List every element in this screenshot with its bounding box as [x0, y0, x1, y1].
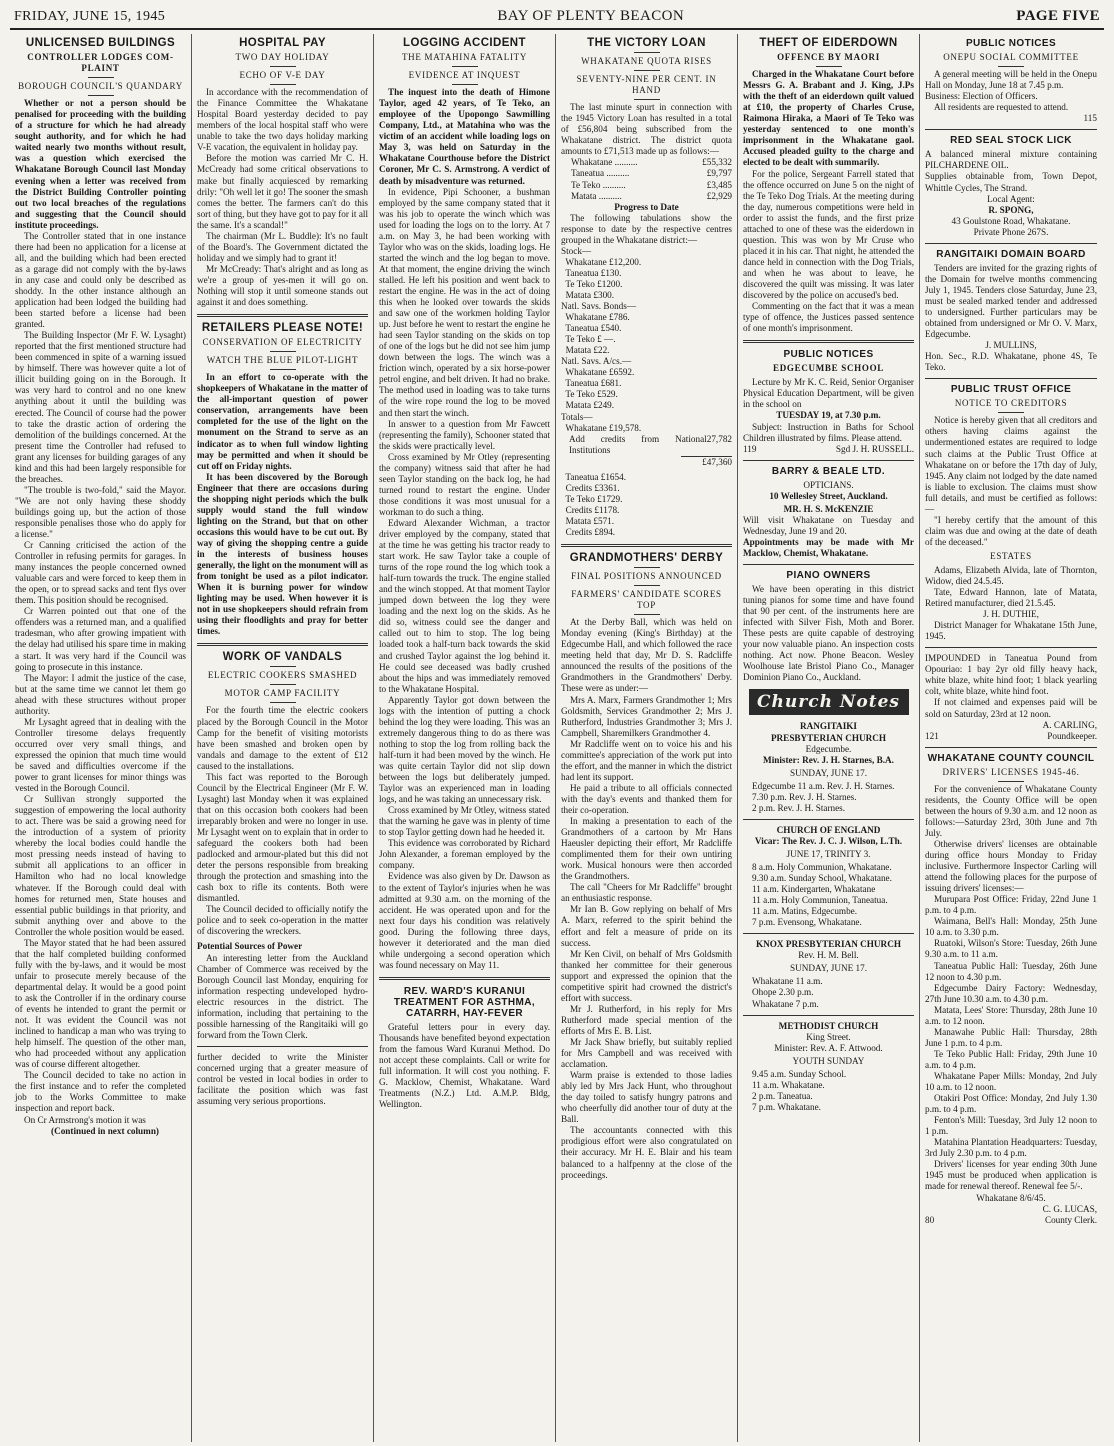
divider	[88, 77, 114, 78]
subheading: NOTICE TO CREDITORS	[954, 398, 1068, 409]
loan-line: Credits £3361.	[561, 482, 620, 493]
church-minister: Minister: Rev. A. F. Attwood.	[774, 1042, 883, 1053]
signature-row: 80 County Clerk.	[925, 1214, 1097, 1225]
loan-line: Credits £894.	[561, 526, 616, 537]
column-1	[10, 34, 192, 1442]
paragraph: For the police, Sergeant Farrell stated that the offence occurred on June 5 on the night of the Te Teko Dog Trials. At the meeting during the day, numerous competitions were held in order to assist the funds, and the first prize attached to one of these was the eiderdown in question. This was won by Mr Cruse who placed it in his car. That night, he attended the dance held in connection with the Dog Trials, and when he was about to leave, he discovered the quilt was missing. It was later discovered by the police on accused's bed.	[743, 168, 914, 301]
paragraph: 43 Goulstone Road, Whakatane.	[951, 215, 1071, 226]
paragraph: Before the motion was carried Mr C. H. McCready had some critical observations to make but finally acquiesced by remarking drily: "Oh well let it go! The sooner the smash comes the better. The farmers can't do this sort of thing, but they have got to pay for it all the same. It's a scandal!"	[197, 153, 368, 230]
divider	[743, 564, 914, 565]
church-address: King Street.	[806, 1031, 851, 1042]
service-time: 2 p.m. Taneatua.	[752, 1090, 813, 1101]
paragraph: Mr Ian B. Gow replying on behalf of Mrs A. Marx, referred to the spirit behind the effort and felt a measure of pride on its success.	[561, 904, 732, 948]
subheading: ECHO OF V-E DAY	[239, 70, 326, 81]
subheading: THE MATAHINA FATALITY	[401, 52, 528, 63]
paragraph: Edward Alexander Wichman, a tractor driver employed by the company, stated that at the time he was getting his tractor ready to start work. He saw Taylor take a couple of turns of the rope round the log which took a half-turn towards the truck. The engine stalled and the winch stopped. At that moment Taylor jumped down between the log they were loading and the next log on the skids. As he did so, witness could see the danger and called out to him to stop. The log being loaded took a half-turn back towards the skid and crushed Taylor against the log behind it. He could see deceased was badly crushed about the hips and was immediately removed to the Whakatane Hospital.	[379, 517, 550, 694]
loan-breakdown	[561, 246, 732, 434]
subheading: BOROUGH COUNCIL'S QUANDARY	[18, 81, 183, 92]
church-heading: RANGITAIKI	[799, 721, 857, 732]
church-day: SUNDAY, JUNE 17.	[789, 767, 868, 778]
paragraph: Mr Ken Civil, on behalf of Mrs Goldsmith thanked her committee for their generous support and expressed the opinion that the competitive spirit had crowned the district's effort with success.	[561, 948, 732, 1003]
schedule-item: Taneatua Public Hall: Tuesday, 26th June 12 noon to 4.30 p.m.	[925, 960, 1097, 982]
divider	[634, 52, 660, 53]
issue-date: FRIDAY, JUNE 15, 1945	[14, 8, 166, 24]
service-time: 9.30 a.m. Sunday School, Whakatane.	[752, 873, 892, 884]
subheading: TWO DAY HOLIDAY	[235, 52, 330, 63]
paragraph: Tate, Edward Hannon, late of Matata, Retired manufacturer, died 21.5.45.	[925, 587, 1097, 609]
paragraph: The chairman (Mr L. Buddle): It's no fault of the Board's. The Government dictated the holiday and we simply had to grant it!	[197, 230, 368, 263]
ad-line: Appointments may be made with Mr Macklow, Chemist, Whakatane.	[743, 536, 914, 558]
paragraph: Mr Lysaght agreed that in dealing with the Controller tiresome delays frequently occurred over very small things, and expressed the opinion that much time would be saved and difficulties overcome if the power to grant licenses for minor things was vested in the Borough Council.	[15, 716, 186, 794]
loan-line: Credits £1178.	[561, 504, 620, 515]
paragraph: A balanced mineral mixture containing PILCHARDENE OIL.	[925, 149, 1097, 171]
column-2	[192, 34, 374, 1442]
paragraph: In making a presentation to each of the Grandmothers of a cartoon by Mr Hans Haeusler depicting their effort, Mr Radcliffe complimented them for their own untiring work. Musical honours were then accorded the Grandmothers.	[561, 816, 732, 882]
paragraph: The Controller stated that in one instance there had been no application for a license at all, and the building which had been erected as a garage did not comply with the by-laws in any case and could only be described as shoddy. In the other instance although an application had been lodged the building had been started before a license had been granted.	[15, 230, 186, 330]
church-location: Edgecumbe.	[805, 743, 852, 754]
divider	[743, 1015, 914, 1016]
signature: J. MULLINS,	[985, 340, 1037, 351]
column-5	[738, 34, 920, 1442]
loan-line: Te Teko £1729.	[561, 493, 623, 504]
column-3	[374, 34, 556, 1442]
paragraph: Hon. Sec., R.D. Whakatane, phone 4S, Te Teko.	[925, 351, 1097, 373]
headline-grandmothers-derby: GRANDMOTHERS' DERBY	[569, 552, 724, 565]
schedule-item: Edgecumbe Dairy Factory: Wednesday, 27th June 10.30 a.m. to 4.30 p.m.	[925, 982, 1097, 1004]
divider	[270, 84, 296, 85]
paragraph: Mr Radcliffe went on to voice his and his committee's appreciation of the work put into the effort, and the manner in which the district had lent its support.	[561, 738, 732, 782]
paragraph: The Council decided to take no action in the first instance and to refer the completed job to the Works Committee to make inspection and report back.	[15, 1070, 186, 1114]
church-day: YOUTH SUNDAY	[792, 1055, 865, 1066]
ad-line: OPTICIANS.	[803, 479, 854, 490]
paragraph: The Council decided to officially notify the police and to seek co-operation in the matter of discovering the wreckers.	[197, 904, 368, 937]
loan-credits	[561, 472, 732, 538]
paragraph: Private Phone 267S.	[973, 226, 1049, 237]
subheading: WHAKATANE QUOTA RISES	[581, 56, 712, 67]
loan-line: Stock—	[561, 245, 592, 256]
divider	[270, 702, 296, 703]
loan-line: Whakatane £12,200.	[561, 256, 642, 267]
divider	[452, 84, 478, 85]
ad-heading-barry-beale: BARRY & BEALE LTD.	[771, 465, 886, 477]
paragraph: District Manager for Whakatane 15th June, 1945.	[925, 620, 1097, 642]
paragraph: IMPOUNDED in Taneatua Pound from Opouriao: 1 bay 2yr old filly heavy hack, white blaze, white hind foot; 1 black yearling colt, white blaze, white hind foot.	[925, 653, 1097, 697]
schedule-item: Ruatoki, Wilson's Store: Tuesday, 26th June 9.30 a.m. to 11 a.m.	[925, 938, 1097, 960]
subheading: ONEPU SOCIAL COMMITTEE	[943, 52, 1079, 63]
paragraph: A general meeting will be held in the Onepu Hall on Monday, June 18 at 7.45 p.m.	[925, 69, 1097, 91]
divider	[197, 314, 368, 317]
paragraph: The call "Cheers for Mr Radcliffe" brought an enthusiastic response.	[561, 882, 732, 904]
divider	[816, 66, 842, 67]
loan-line: Matata £300.	[561, 289, 615, 300]
signature: J. H. DUTHIE,	[983, 609, 1039, 620]
loan-line: Matata £249.	[561, 400, 615, 411]
loan-line: Whakatane £19,578.	[561, 422, 642, 433]
paragraph: further decided to write the Minister concerned urging that a greater measure of control be vested in local bodies in order to facilitate the position which was fast assuming very serious proportions.	[197, 1051, 368, 1107]
paragraph: The last minute spurt in connection with the 1945 Victory Loan has resulted in a total of £56,804 being subscribed from the Whakatane district. The district quota amounts to £71,513 made up as follows:—	[561, 102, 732, 157]
paragraph: Cross examined by Mr Otley, witness stated that the warning he gave was in plenty of time to stop Taylor getting down had he heeded it.	[379, 805, 550, 838]
loan-line: Natl. Savs. A/cs.—	[561, 356, 632, 367]
paragraph: Cr Warren pointed out that one of the offenders was a returned man, and a qualified tradesman, who after growing impatient with the delay had utilised his spare time in making a start. It was very hard if the Council was going to prosecute in this instance.	[15, 606, 186, 672]
quota-table	[561, 157, 732, 201]
subheading: CONSERVATION OF ELECTRICITY	[202, 337, 363, 348]
ad-headline-kuranui: REV. WARD'S KURANUI TREATMENT FOR ASTHMA, CATARRH, HAY-FEVER	[393, 985, 536, 1019]
paragraph: "The trouble is two-fold," said the Mayor. "We are not only having these shoddy buildings going up, but the action of those responsible penalises those who do apply for a license."	[15, 484, 186, 540]
divider	[634, 614, 660, 615]
divider	[743, 460, 914, 461]
paragraph: Supplies obtainable from, Town Depot, Whittle Cycles, The Strand.	[925, 171, 1097, 193]
notice-heading: WHAKATANE COUNTY COUNCIL	[927, 752, 1095, 764]
paragraph: This evidence was corroborated by Richard John Alexander, a foreman employed by the company.	[379, 838, 550, 871]
divider	[743, 819, 914, 820]
lead-paragraph: The inquest into the death of Himone Taylor, aged 42 years, of Te Teko, an employee of the Upopongo Sawmilling Company, Ltd., at Matahina who was the victim of an accident while loading logs on May 3, was held on Saturday in the Whakatane Courthouse before the District Coroner, Mr C. S. Armstrong. A verdict of death by misadventure was returned.	[379, 87, 550, 186]
schedule-item: Matahina Plantation Headquarters: Tuesday, 3rd July 2.30 p.m. to 4 p.m.	[925, 1137, 1097, 1159]
subheading: Potential Sources of Power	[197, 941, 303, 952]
service-time: 11 a.m. Matins, Edgecumbe.	[752, 906, 858, 917]
paragraph: All residents are requested to attend.	[934, 102, 1069, 113]
subheading: CONTROLLER LODGES COM-PLAINT	[27, 52, 174, 74]
divider	[634, 70, 660, 71]
subheading: EDGECUMBE SCHOOL	[773, 363, 884, 374]
ad-text: We have been operating in this district tuning pianos for some time and have found that 90 per cent. of the instruments here are infected with Silver Fish, Moth and Borer. These pests are quite capable of destroying your now valuable piano. An inspection costs nothing. Act now. Phone Beacon. Wesley Woolhouse late Bristol Piano Co., Manager Dominion Piano Co., Auckland.	[743, 584, 914, 683]
divider	[88, 95, 114, 96]
divider	[998, 412, 1024, 413]
paragraph: Cr Canning criticised the action of the Controller in refusing permits for garages. In many instances the people concerned owned valuable cars and were forced to keep them in the open, or to spread sacks and tent flys over them. This position should be recognised.	[15, 540, 186, 606]
paragraph: Adams, Elizabeth Alvida, late of Thornton, Widow, died 24.5.45.	[925, 564, 1097, 587]
church-minister: Vicar: The Rev. J. C. J. Wilson, L.Th.	[754, 835, 903, 846]
ad-heading-piano: PIANO OWNERS	[786, 570, 871, 582]
service-time: 9.45 a.m. Sunday School.	[752, 1068, 847, 1079]
loan-line: Matata £571.	[561, 515, 615, 526]
paragraph: Mrs A. Marx, Farmers Grandmother 1; Mrs Goldsmith, Services Grandmother 2; Mrs J. Rutherford, Industries Grandmother 3; Mrs J. Campbell, Sharemilkers Grandmother 4.	[561, 694, 732, 738]
paragraph: Notice is hereby given that all creditors and others having claims against the undermentioned estates are required to lodge such claims at the Public Trust Office at Whakatane on or before the 17th day of July, 1945. Any claim not lodged by the date named is liable to exclusion. The claims must show full details, and must be certified as follows:—	[925, 415, 1097, 514]
paragraph: Evidence was also given by Dr. Dawson as to the extent of Taylor's injuries when he was admitted at 9.30 a.m. on the morning of the accident. He was operated upon and for the next four days his condition was relatively good. During the following three days, however it deteriorated and the man died while undergoing a second operation which was found necessary on May 11.	[379, 871, 550, 970]
headline-theft-eiderdown: THEFT OF EIDERDOWN	[759, 37, 898, 49]
divider	[743, 340, 914, 343]
church-heading: KNOX PRESBYTERIAN CHURCH	[756, 939, 901, 950]
continued-note: (Continued in next column)	[51, 1125, 159, 1136]
church-minister: Rev. H. M. Bell.	[798, 950, 859, 961]
headline-retailers: RETAILERS PLEASE NOTE!	[201, 322, 364, 335]
divider	[634, 99, 660, 100]
schedule-item: Manawahe Public Hall: Thursday, 28th June 1 p.m. to 4 p.m.	[925, 1026, 1097, 1048]
page-number: PAGE FIVE	[1016, 8, 1100, 24]
loan-line: Taneatua £681.	[561, 378, 622, 389]
service-time: 8 a.m. Holy Communion, Whakatane.	[752, 862, 892, 872]
paragraph: Commenting on the fact that it was a mean type of offence, the Justices passed sentence of one month's imprisonment.	[743, 301, 914, 334]
divider	[197, 643, 368, 646]
loan-line: Taneatua £130.	[561, 267, 622, 278]
loan-line: Matata £22.	[561, 345, 610, 356]
lead-paragraph: Charged in the Whakatane Court before Messrs G. A. Brabant and J. King, J.Ps with the theft of an eiderdown quilt valued at £10, the property of Charles Cruse, Raimona Hiraka, a Maori of Te Teko was yesterday sentenced to one month's imprisonment in the Whakatane gaol. Accused pleaded guilty to the charge and elected to be dealt with summarily.	[743, 69, 914, 168]
schedule-item: Otakiri Post Office: Monday, 2nd July 1.30 p.m. to 4 p.m.	[925, 1093, 1097, 1115]
church-day: JUNE 17, TRINITY 3.	[786, 848, 871, 859]
paragraph: An interesting letter from the Auckland Chamber of Commerce was received by the Borough Council last Monday, enquiring for information respecting undeveloped hydro-electric resources in the district. The information, including that pertaining to the possible harnessing of the Rangitaiki will go forward from the Town Clerk.	[197, 952, 368, 1040]
divider	[998, 781, 1024, 782]
divider	[561, 544, 732, 547]
church-minister: Minister: Rev. J. H. Starnes, B.A.	[763, 754, 894, 765]
divider	[270, 684, 296, 685]
divider	[925, 747, 1097, 748]
subheading: SEVENTY-NINE PER CENT. IN HAND	[576, 74, 717, 96]
loan-line: Totals—	[561, 411, 593, 422]
paragraph: If not claimed and expenses paid will be sold on Saturday, 23rd at 12 noon.	[925, 697, 1097, 719]
ad-line: MR. H. S. McKENZIE	[783, 503, 874, 514]
notice-signature: 119 Sgd J. H. RUSSELL.	[743, 443, 914, 454]
subheading: WATCH THE BLUE PILOT-LIGHT	[206, 355, 359, 366]
service-time: Whakatane 11 a.m.	[752, 976, 823, 987]
loan-line: Te Teko £1200.	[561, 278, 623, 289]
service-time: Ohope 2.30 p.m.	[752, 987, 814, 998]
headline-logging-accident: LOGGING ACCIDENT	[403, 37, 526, 49]
loan-line: Natl. Savs. Bonds—	[561, 301, 637, 312]
subheading: EVIDENCE AT INQUEST	[408, 70, 521, 81]
paragraph: In answer to a question from Mr Fawcett (representing the family), Schooner stated that the skids were practically level.	[379, 418, 550, 451]
paragraph: Tenders are invited for the grazing rights of the Domain for twelve months commencing July 1, 1945. Tenders close Saturday, June 23, must be sealed marked tender and addressed to undersigned. Further particulars may be obtained from undersigned or Mr O. V. Marx, Edgecumbe.	[925, 262, 1097, 340]
headline-hospital-pay: HOSPITAL PAY	[239, 37, 326, 49]
subheading: FARMERS' CANDIDATE SCORES TOP	[571, 589, 722, 611]
quota-row: Matata .......... £2,929	[571, 190, 732, 201]
divider	[925, 129, 1097, 130]
paragraph: "I hereby certify that the amount of this claim was due and owing at the date of death of the deceased."	[925, 514, 1097, 547]
schedule-item: Murupara Post Office: Friday, 22nd June 1 p.m. to 4 p.m.	[925, 894, 1097, 916]
subheading: ESTATES	[990, 550, 1032, 561]
service-time: Edgecumbe 11 a.m. Rev. J. H. Starnes.	[752, 780, 895, 791]
quota-row: Taneatua .......... £9,797	[571, 168, 732, 179]
divider	[634, 585, 660, 586]
paragraph: In evidence, Pipi Schooner, a bushman employed by the same company stated that it was his job to operate the winch which was used for loading the logs on to the lorry. At 7 a.m. on May 3, he had been working with Taylor who was on the skids, loading logs. He started the winch and the log began to move. At that moment, the engine driving the winch stalled. He left his position and went back to restart the engine. He was in the act of doing this when he looked over towards the skids and saw one of the workmen holding Taylor up. Just before he went to restart the engine he had seen Taylor standing on the skids on top of one of the logs but he did not see him jump down between the logs. The winch was a friction winch, operated by a six horse-power petrol engine, and belt driven. It had no brake. The method used in loading was to take turns of the wire rope round the log to be moved and then start the winch.	[379, 186, 550, 418]
ad-line: 10 Wellesley Street, Auckland.	[769, 490, 888, 501]
paragraph: Mr Jack Shaw briefly, but suitably replied for Mrs Campbell and was received with acclamation.	[561, 1036, 732, 1070]
church-heading: METHODIST CHURCH	[778, 1020, 879, 1031]
paragraph: For the fourth time the electric cookers placed by the Borough Council in the Motor Camp for the benefit of visiting motorists have been smashed and broken open by vandals and damage to the extent of £12 caused to the installations.	[197, 705, 368, 771]
schedule-item: Fenton's Mill: Tuesday, 3rd July 12 noon to 1 p.m.	[925, 1115, 1097, 1137]
paragraph: Lecture by Mr K. C. Reid, Senior Organiser Physical Education Department, will be given in the school on	[743, 377, 914, 410]
paragraph: The Mayor: I admit the justice of the case, but at the same time we cannot let them go ahead with these structures without proper authority.	[15, 672, 186, 716]
ad-line: Will visit Whakatane on Tuesday and Wednesday, June 19 and 20.	[743, 514, 914, 536]
headline-vandals: WORK OF VANDALS	[222, 651, 343, 664]
service-time: 2 p.m. Rev. J. H. Starnes.	[752, 802, 846, 813]
schedule-item: Matata, Lees' Store: Thursday, 28th June 10 a.m. to 12 noon.	[925, 1004, 1097, 1026]
paragraph: On Cr Armstrong's motion it was	[24, 1114, 146, 1125]
lead-paragraph: Whether or not a person should be penalised for proceeding with the building of a structure for which he had already sought authority, and for which he had waited nearly two months without result, was a question which exercised the Whakatane Borough Council last Monday evening when a letter was received from the District Building Controller pointing out two local breaches of the regulations and suggesting that the Council should institute proceedings.	[15, 98, 186, 230]
paragraph: Cr Sullivan strongly supported the suggestion of empowering the local authority to act. There was be said a growing need for the introduction of a system of priority whereby the local bodies could handle the most pressing needs instead of having to submit all applications to an officer in Hamilton who had no local knowledge whatever. If the Borough could deal with homes for returned men, State houses and essential public buildings in that priority, and submit anything over and above to the Controller the whole position would be eased.	[15, 794, 186, 937]
column-6	[920, 34, 1102, 1442]
lead-paragraph: In an effort to co-operate with the shopkeepers of Whakatane in the matter of the all-important question of power conservation, arrangements have been completed for the use of the light on the monument on the Strand to serve as an indicator as to when full window lighting may be permitted and when it should be cut off on Friday nights.	[197, 372, 368, 471]
notice-date: TUESDAY 19, at 7.30 p.m.	[776, 410, 881, 421]
loan-line: Te Teko £ —.	[561, 334, 616, 345]
paragraph: The Building Inspector (Mr F. W. Lysaght) reported that the first mentioned structure had been commenced in spite of a warning issued by himself. There was however quite a lot of illicit building going on in the Borough. It was very hard to control and no one knew anything about it until the building was erected. The Council of course had the power to take the drastic action of ordering the demolition of the buildings concerned. At the present time the Controller had refused to grant any licenses for building garages of any kind and this had been largely responsible for the breaches.	[15, 330, 186, 484]
divider	[270, 369, 296, 370]
paragraph: Warm praise is extended to those ladies ably led by Mrs Jack Hunt, who throughout the day toiled to satisfy hungry patrons and who cheerfully did another tour of duty at the Ball.	[561, 1070, 732, 1125]
schedule-item: Waimana, Bell's Hall: Monday, 25th June 10 a.m. to 3.30 p.m.	[925, 916, 1097, 938]
divider	[270, 66, 296, 67]
paragraph: Mr McCready: That's alright and as long as we're a group of yes-men it will go on. Nothing will stop it until someone stands out against it and does something.	[197, 263, 368, 308]
paragraph: Otherwise drivers' licenses are obtainable during office hours Monday to Friday inclusive. Furthermore Inspector Carling will attend the following places for the purpose of issuing drivers' licenses:—	[925, 839, 1097, 894]
service-time: 11 a.m. Kindergarten, Whakatane	[752, 884, 876, 895]
headline-victory-loan: THE VICTORY LOAN	[587, 37, 706, 49]
service-time: 7 p.m. Whakatane.	[752, 1101, 821, 1112]
divider	[197, 1046, 368, 1047]
loan-line: Whakatane £6592.	[561, 367, 635, 378]
subheading: MOTOR CAMP FACILITY	[224, 688, 341, 699]
paragraph: For the convenience of Whakatane County residents, the County Office will be open between the hours of 9.30 a.m. and 12 noon as follows:—Saturday 23rd, 30th June and 7th July.	[925, 783, 1097, 838]
church-notes-logo: Church Notes	[749, 689, 909, 715]
headline-unlicensed-buildings: UNLICENSED BUILDINGS	[25, 37, 176, 49]
paragraph: The accountants connected with this prodigious effort were also congratulated on their accuracy. Mr H. E. Blair and his team balanced to a halfpenny at the close of the proceedings.	[561, 1125, 732, 1180]
service-time: Whakatane 7 p.m.	[752, 998, 819, 1009]
notice-heading: PUBLIC NOTICES	[965, 38, 1057, 49]
paragraph: Whakatane 8/6/45.	[976, 1192, 1046, 1203]
paragraph: Cross examined by Mr Otley (representing the company) witness said that after he had seen Taylor standing on the back log, he had turned round to restart the engine. Under those conditions it was most unusual for a workman to do such a thing.	[379, 451, 550, 517]
paragraph: The Mayor stated that he had been assured that the half completed building conformed fully with the by-laws, and it would be most unfair to prosecute merely because of the departmental delay. It would be a good point to ask the Controller if in the ordinary course of events he intended to grant the permit or not. It was evident the Council was not inclined to handicap a man who was trying to help himself. The question of the other man, who had proceeded without any application was of course different altogether.	[15, 937, 186, 1070]
divider	[634, 567, 660, 568]
paragraph: Business: Election of Officers.	[925, 91, 1038, 102]
notice-number: 115	[1083, 113, 1097, 124]
notice-heading: RED SEAL STOCK LICK	[950, 135, 1072, 147]
divider	[270, 666, 296, 667]
church-heading: CHURCH OF ENGLAND	[776, 824, 881, 835]
schedule-item: Te Teko Public Hall: Friday, 29th June 10 a.m. to 4 p.m.	[925, 1048, 1097, 1070]
divider	[743, 933, 914, 934]
paragraph: The following tabulations show the response to date by the respective centres grouped in the Whakatane district:—	[561, 212, 732, 245]
signature: A. CARLING,	[1042, 719, 1097, 730]
service-time: 7 p.m. Evensong, Whakatane.	[752, 917, 862, 928]
church-heading: PRESBYTERIAN CHURCH	[770, 732, 887, 743]
masthead	[10, 8, 1104, 30]
paragraph: He paid a tribute to all officials connected with the day's events and thanked them for their co-operation.	[561, 782, 732, 815]
quota-row: Te Teko .......... £3,485	[571, 179, 732, 190]
divider	[925, 243, 1097, 244]
subheading: DRIVERS' LICENSES 1945-46.	[942, 766, 1080, 777]
divider	[270, 351, 296, 352]
notice-heading: RANGITAIKI DOMAIN BOARD	[936, 248, 1086, 260]
church-day: SUNDAY, JUNE 17.	[789, 963, 868, 974]
paragraph: Apparently Taylor got down between the logs with the intention of putting a chock behind the log they were loading. This was an extremely dangerous thing to do as there was nothing to stop the log from rolling back the half-turn it had been moved by the winch. He was quite certain Taylor did not slip down between the logs but deliberately jumped. Taylor was an experienced man in loading logs, and he was taking an unnecessary risk.	[379, 694, 550, 805]
paragraph: R. SPONG,	[988, 204, 1034, 215]
notice-heading: PUBLIC NOTICES	[783, 349, 874, 361]
paragraph: This fact was reported to the Borough Council by the Electrical Engineer (Mr F. W. Lysaght) last Monday when it was explained that on this occasion both cookers had been irreparably broken and were no longer in use. Mr Lysaght went on to explain that in order to safeguard the cookers both had been padlocked and armour-plated but this did not deter the persons responsible from breaking through the protection and smashing into the cash box to rifle its contents. Both were dismantled.	[197, 771, 368, 904]
paragraph: At the Derby Ball, which was held on Monday evening (King's Birthday) at the Edgecumbe Hall, and which followed the race meeting held that day, Mr D. S. Radcliffe announced the results of the positions of the Grandmothers in the Grandmothers' Derby. These were as under:—	[561, 617, 732, 694]
paragraph: Drivers' licenses for year ending 30th June 1945 must be produced when application is made for renewal thereof. Renewal fee 5/-.	[925, 1159, 1097, 1192]
paragraph: In accordance with the recommendation of the Finance Committee the Whakatane Hospital Board yesterday decided to pay members of the local hospital staff who were unable to take the two days holiday marking V-E vacation, the equivalent in holiday pay.	[197, 87, 368, 153]
service-time: 7.30 p.m. Rev. J. H. Starnes.	[752, 791, 857, 802]
service-time: 11 a.m. Holy Communion, Taneatua.	[752, 895, 888, 906]
divider	[998, 66, 1024, 67]
paragraph: Mr J. Rutherford, in his reply for Mrs Rutherford made special mention of the efforts of Mrs E. B. List.	[561, 1003, 732, 1036]
column-4	[556, 34, 738, 1442]
newspaper-title: BAY OF PLENTY BEACON	[497, 8, 685, 24]
divider	[925, 378, 1097, 379]
divider	[925, 647, 1097, 648]
advertisement-text: Grateful letters pour in every day. Thousands have benefited beyond expectation from the famous Ward Kuranui Method. Do not accept these complaints. Call or write for full information. It will cost you nothing. F. G. Macklow, Chemist, Whakatane. Ward Treatments (N.Z.) Ltd. A.M.P. Bldg, Wellington.	[379, 1022, 550, 1110]
subheading: Progress to Date	[614, 201, 679, 212]
divider	[452, 66, 478, 67]
loan-line: Whakatane £786.	[561, 312, 630, 323]
columns	[10, 34, 1104, 1442]
service-time: 11 a.m. Whakatane.	[752, 1079, 825, 1090]
signature: C. G. LUCAS,	[1042, 1203, 1097, 1214]
paragraph: Subject: Instruction in Baths for School Children illustrated by films. Please attend.	[743, 421, 914, 443]
notice-heading: PUBLIC TRUST OFFICE	[950, 384, 1072, 396]
credits-row: Add credits from National Institutions 27,782	[569, 433, 732, 455]
subheading: FINAL POSITIONS ANNOUNCED	[571, 571, 722, 582]
quota-row: Whakatane .......... £55,332	[571, 157, 732, 168]
subheading: ELECTRIC COOKERS SMASHED	[207, 670, 358, 681]
subheading: OFFENCE BY MAORI	[777, 52, 880, 63]
loan-total: £47,360	[681, 456, 732, 468]
paragraph: Local Agent:	[987, 193, 1035, 204]
divider	[379, 977, 550, 980]
paragraph: It has been discovered by the Borough Engineer that there are occasions during the shopping night periods which the bulk supply would stand the full window lighting on the Strand, but that on other occasions this would have to be cut out. By way of giving the shopping centre a guide in the interests of business houses generally, the light on the monument will as from tonight be used as a pilot indicator. When it is burning power for window lighting may be used. When however it is not in use shopkeepers should refrain from using their floodlights and pray for better times.	[197, 471, 368, 637]
loan-line: Taneatua £1654.	[561, 471, 627, 482]
loan-line: Taneatua £540.	[561, 323, 622, 334]
signature-row: 121 Poundkeeper.	[925, 730, 1097, 741]
loan-line: Te Teko £529.	[561, 389, 618, 400]
schedule-item: Whakatane Paper Mills: Monday, 2nd July 10 a.m. to 12 noon.	[925, 1070, 1097, 1093]
